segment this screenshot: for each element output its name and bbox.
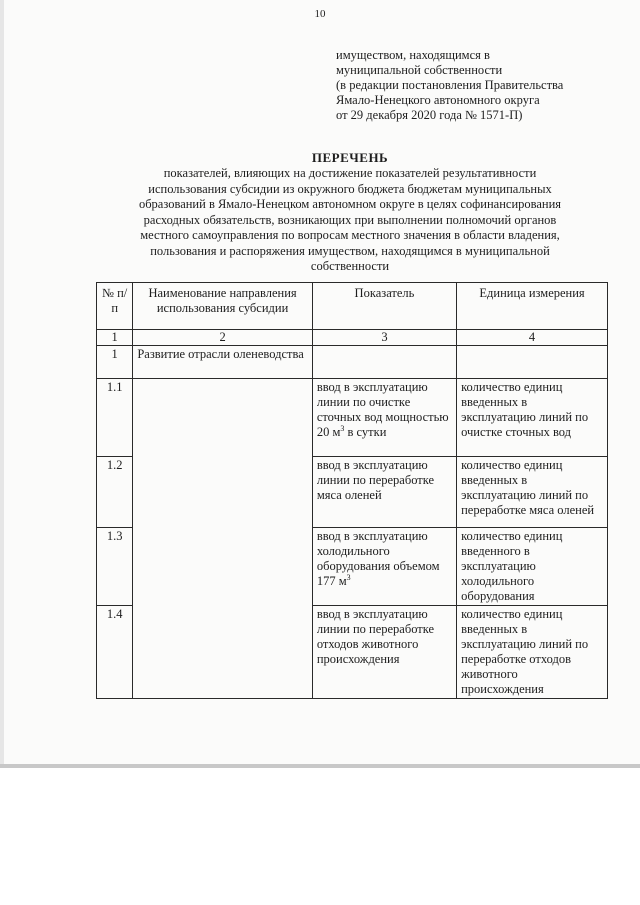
subtitle-line: образований в Ямало-Ненецком автономном округе в целях софинансирования (138, 197, 562, 211)
unit-cell: количество единиц введенного в эксплуатацию холодильного оборудования (457, 528, 608, 606)
table-row (97, 346, 608, 379)
header-indicator: Показатель (312, 283, 456, 330)
subtitle-line: использования субсидии из окружного бюджета бюджетам муниципальных (148, 181, 552, 196)
subtitle-line: расходных обязательств, возникающих при выполнении полномочий органов (143, 212, 557, 227)
subtitle-line: показателей, влияющих на достижение показателей результативности (163, 166, 537, 180)
approval-note-line: имуществом, находящимся в (336, 48, 490, 62)
direction-cell-empty (133, 379, 313, 699)
column-number: 4 (457, 330, 608, 346)
approval-note-line: (в редакции постановления Правительства (336, 78, 564, 92)
row-number: 1.1 (97, 379, 133, 457)
scan-edge-shadow (0, 0, 4, 768)
subtitle-line: местного самоуправления по вопросам местного значения в области владения, (140, 228, 560, 242)
indicator-text: ввод в эксплуатацию холодильного оборудования объемом 177 м (316, 529, 440, 588)
column-number: 2 (133, 330, 313, 346)
scan-bottom-edge (0, 764, 640, 768)
indicators-table (96, 282, 608, 699)
row-number: 1.4 (97, 606, 133, 699)
page-number: 10 (314, 8, 326, 20)
column-numbers-row (97, 330, 608, 346)
approval-note-line: муниципальной собственности (336, 63, 503, 77)
row-number: 1.2 (97, 457, 133, 528)
superscript: 3 (340, 423, 345, 433)
indicator-cell: ввод в эксплуатацию линии по переработке мяса оленей (312, 457, 456, 528)
header-unit: Единица измерения (457, 283, 608, 330)
column-number: 1 (97, 330, 133, 346)
approval-note (336, 48, 563, 123)
row-number: 1.3 (97, 528, 133, 606)
unit-cell: количество единиц введенных в эксплуатацию линий по очистке сточных вод (457, 379, 608, 457)
unit-cell (457, 346, 608, 379)
document-title: ПЕРЕЧЕНЬ (311, 150, 389, 165)
row-number: 1 (97, 346, 133, 379)
approval-note-line: Ямало-Ненецкого автономного округа (336, 93, 540, 107)
subtitle-line: пользования и распоряжения имуществом, находящимся в муниципальной (150, 243, 550, 258)
header-direction: Наименование направления использования субсидии (133, 283, 313, 330)
superscript: 3 (346, 572, 351, 582)
indicator-cell (312, 528, 456, 606)
indicator-cell: ввод в эксплуатацию линии по переработке отходов животного происхождения (312, 606, 456, 699)
unit-cell: количество единиц введенных в эксплуатацию линий по переработке отходов животного происхождения (457, 606, 608, 699)
document-subtitle (100, 166, 600, 275)
approval-note-line: от 29 декабря 2020 года № 1571-П) (336, 108, 523, 122)
table-row (97, 379, 608, 457)
header-number: № п/п (97, 283, 133, 330)
direction-name: Развитие отрасли оленеводства (133, 346, 313, 379)
indicator-text: ввод в эксплуатацию линии по очистке сточных вод мощностью 20 м (316, 380, 449, 439)
indicator-cell (312, 346, 456, 379)
unit-cell: количество единиц введенных в эксплуатацию линий по переработке мяса оленей (457, 457, 608, 528)
table-header-row (97, 283, 608, 330)
indicator-cell (312, 379, 456, 457)
column-number: 3 (312, 330, 456, 346)
indicator-text-tail: в сутки (344, 425, 387, 439)
subtitle-line: собственности (310, 259, 390, 273)
